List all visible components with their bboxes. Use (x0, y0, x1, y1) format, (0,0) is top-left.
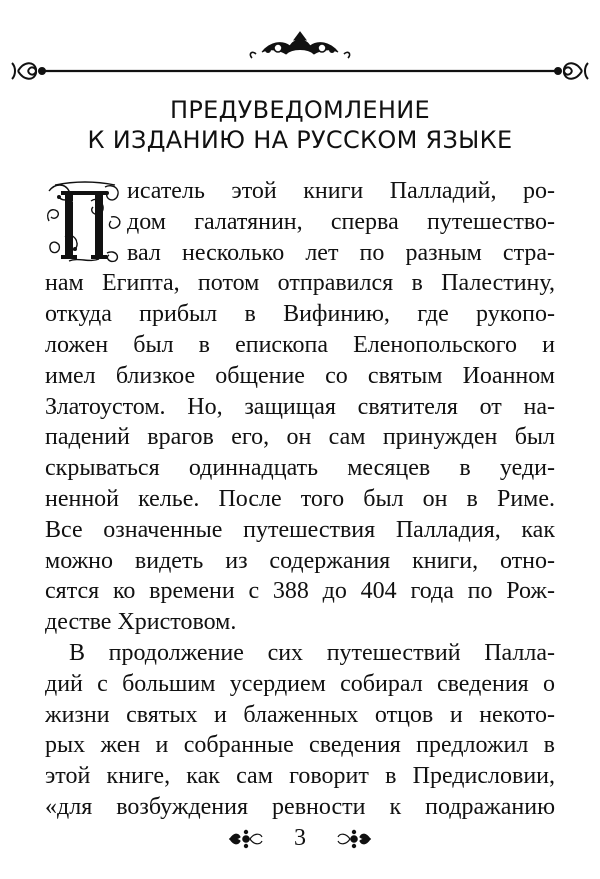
fleuron-right-icon (336, 828, 372, 850)
footer-ornament-right (336, 828, 372, 855)
text-line-13: можно видеть из содержания книги, отно- (45, 547, 555, 574)
heading-line-2: К ИЗДАНИЮ НА РУССКОМ ЯЗЫКЕ (87, 126, 513, 154)
page-number: 3 (294, 825, 306, 851)
text-line-12: Все означенные путешествия Палладия, как (45, 516, 555, 543)
page-footer (0, 820, 600, 860)
fleuron-left-icon (228, 828, 264, 850)
text-line-1: исатель этой книги Палладий, ро- (127, 178, 555, 204)
text-line-9: падений врагов его, он сам принужден был (45, 424, 555, 451)
text-line-5: откуда прибыл в Вифинию, где рукопо- (45, 301, 555, 328)
text-line-11: ненной келье. После того был он в Риме. (45, 485, 555, 512)
text-line-20: этой книге, как сам говорит в Предисловии, (45, 763, 555, 790)
heading-line-1: ПРЕДУВЕДОМЛЕНИЕ (170, 96, 430, 124)
text-line-7: имел близкое общение со святым Иоанном (45, 362, 555, 389)
text-line-21: «для возбуждения ревности к подражанию (45, 793, 555, 820)
footer-ornament-left (228, 828, 264, 855)
text-line-6: ложен был в епископа Еленопольского и (45, 331, 555, 358)
text-line-19: рых жен и собранные сведения предложил в (45, 732, 555, 759)
text-line-3: вал несколько лет по разным стра- (127, 239, 555, 266)
text-line-16: В продолжение сих путешествий Паллa- (69, 639, 555, 666)
top-ornament (0, 22, 600, 92)
chapter-heading (0, 95, 600, 155)
text-line-8: Златоустом. Но, защищая святителя от на- (45, 393, 555, 420)
body-text (45, 176, 555, 823)
text-line-2: дом галатянин, сперва путешество- (127, 208, 555, 235)
text-line-17: дий с большим усердием собирал сведения о (45, 670, 555, 697)
top-ornament-graphic (0, 22, 600, 92)
text-line-15: дестве Христовом. (45, 609, 237, 636)
text-line-14: сятся ко времени с 388 до 404 года по Рож- (45, 578, 555, 605)
text-line-10: скрываться одиннадцать месяцев в уеди- (45, 455, 555, 482)
text-line-18: жизни святых и блаженных отцов и некото- (45, 701, 555, 728)
text-line-4: нам Египта, потом отправился в Палестину, (45, 270, 555, 297)
